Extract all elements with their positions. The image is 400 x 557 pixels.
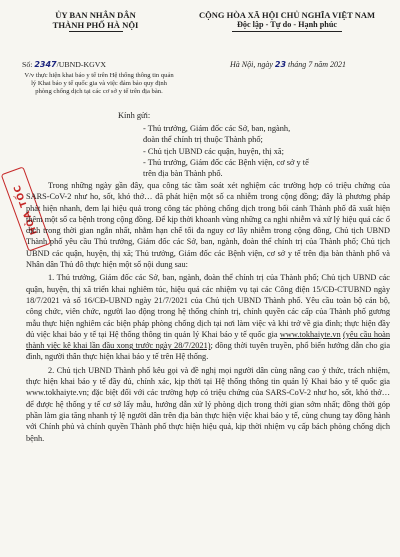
document-number [22, 60, 106, 69]
docno-handwritten: 2347 [34, 60, 57, 69]
recipient-line: trên địa bàn Thành phố. [143, 169, 223, 179]
body-paragraph-2: 2. Chủ tịch UBND Thành phố kêu gọi và đề nghị mọi người dân cùng nâng cao ý thức, trách nhiệm, thực hiện khai báo y tế đầy đủ, chính xác, kịp thời tại Hệ thống thông tin quản lý Khai báo y tế quốc gia www.tokhaiyte.vn; đặc biệt đối với các trường hợp có triệu chứng của SARS-CoV-2 như ho, sốt, khó thở… để được hệ thống y tế cơ sở lấy mẫu, hướng dẫn xử lý phòng dịch trong thời gian sớm nhất; đồng thời góp phần làm gia tăng nhanh tỷ lệ người dân trên địa bàn thực hiện việc khai báo y tế, cùng chung tay đồng hành với Chính phủ và chính quyền Thành phố thực hiện hiệu quả, kịp thời nhiệm vụ cấp bách phòng chống dịch bệnh. [26, 365, 390, 443]
docno-prefix: Số: [22, 60, 33, 69]
issuing-authority [18, 10, 173, 32]
recipient-line: - Chủ tịch UBND các quận, huyện, thị xã; [143, 146, 284, 156]
document-body [26, 180, 390, 446]
recipient-line: đoàn thể chính trị thuộc Thành phố; [143, 135, 263, 145]
date-place: Hà Nội, ngày [230, 60, 273, 69]
national-motto: Độc lập - Tự do - Hạnh phúc [236, 20, 338, 29]
place-and-date [230, 60, 346, 69]
body-paragraph-intro: Trong những ngày gần đây, qua công tác tầm soát xét nghiệm các trường hợp có triệu chứng của SARS-CoV-2 như ho, sốt, khó thở… đã phát hiện một số ca nhiễm trong cộng đồng; đây là phương pháp phát hiện nhanh, đem lại hiệu quả trong công tác phòng chống dịch trong bối cảnh Thành phố đã xuất hiện thêm một số ca bệnh trong cộng đồng. Để kịp thời khoanh vùng những ca nghi nhiễm và xử lý hiệu quả các ổ dịch trong thời gian ngắn nhất, nhằm hạn chế tối đa nguy cơ lây nhiễm trong cộng đồng, Chủ tịch UBND Thành phố yêu cầu Thủ trưởng, Giám đốc các Sở, ban, ngành, đoàn thể chính trị của Thành phố; Chủ tịch UBND các quận, huyện, thị xã; Thủ trưởng, Giám đốc các Bệnh viện, cơ sở y tế trên địa bàn thành phố và Nhân dân Thủ đô thực hiện một số nội dung sau: [26, 181, 390, 270]
authority-line-2: THÀNH PHỐ HÀ NỘI [52, 20, 139, 30]
authority-underline [69, 31, 123, 32]
recipient-line: - Thủ trưởng, Giám đốc các Sở, ban, ngành, [143, 124, 291, 133]
nation-name: CỘNG HÒA XÃ HỘI CHỦ NGHĨA VIỆT NAM [198, 10, 376, 20]
document-subject: V/v thực hiện khai báo y tế trên Hệ thống thông tin quản lý Khai báo y tế quốc gia và việc đảm bảo quy định phòng chống dịch tại các cơ sở y tế trên địa bàn. [24, 72, 174, 95]
p1-text: 1. Thủ trưởng, Giám đốc các Sở, ban, ngành, đoàn thể chính trị của Thành phố; Chủ tịch UBND các quận, huyện, thị xã triển khai nghiêm túc, hiệu quả các nhiệm vụ tại các Công điện 15/CĐ-CTUBND ngày 18/7/2021 và số 16/CĐ-UBND ngày 21/7/2021 của Chủ tịch UBND Thành phố. Yêu cầu toàn bộ cán bộ, công chức, viên chức, người lao động trong hệ thống chính trị, chính quyền các cấp của Thành phố gương mẫu thực hiện nghiêm các biện pháp phòng chống dịch tại nơi làm việc và khi trở về gia đình; thực hiện đầy đủ việc khai báo y tế tại Hệ thống thông tin quản lý Khai báo y tế quốc gia [26, 273, 390, 339]
recipients-list [143, 123, 393, 179]
website-link[interactable]: www.tokhaiyte.vn [279, 329, 341, 339]
authority-line-1: ỦY BAN NHÂN DÂN [55, 10, 136, 20]
docno-suffix: /UBND-KGVX [56, 60, 107, 69]
motto-underline [232, 31, 342, 32]
national-header [182, 10, 392, 32]
deadline-note: (yêu cầu hoàn thành việc kê khai lần đầu xong trước ngày 28/7/2021) [26, 329, 390, 351]
greeting: Kính gửi: [118, 111, 151, 120]
body-paragraph-1 [26, 272, 390, 362]
urgent-stamp-text: HỎA TỐC [12, 182, 40, 236]
p1-text-end: ; đồng thời tuyên truyền, phổ biến hướng dẫn cho gia đình, người thân thực hiện khai báo y tế trên Hệ thống. [26, 341, 390, 362]
date-rest: tháng 7 năm 2021 [288, 60, 347, 69]
recipient-line: - Thủ trưởng, Giám đốc các Bệnh viện, cơ sở y tế [143, 157, 309, 167]
date-day-handwritten: 23 [274, 60, 287, 69]
